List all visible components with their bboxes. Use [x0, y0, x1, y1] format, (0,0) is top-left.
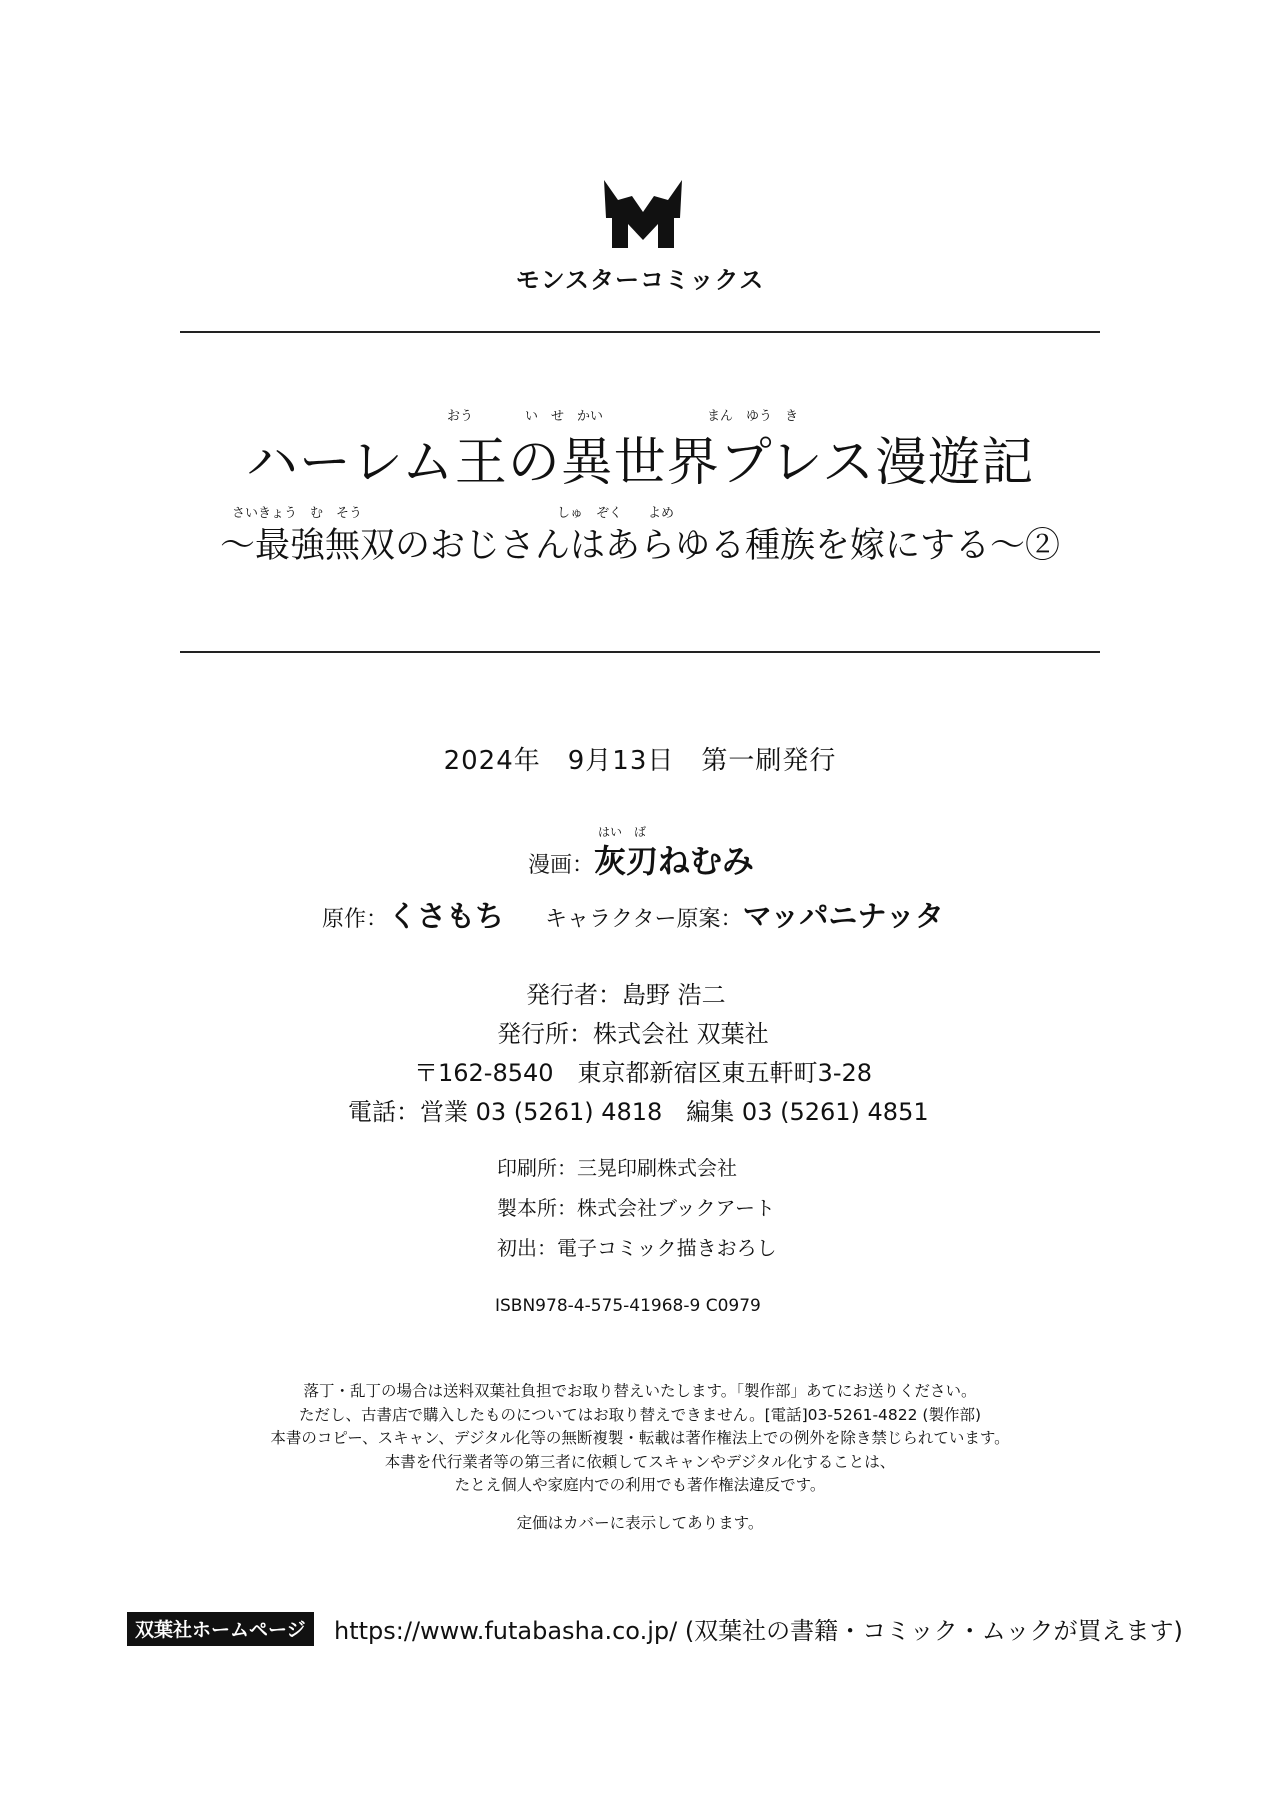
printer-line: 印刷所：三晃印刷株式会社 [497, 1156, 737, 1180]
character-designer-name: マッパニナッタ [742, 899, 944, 933]
phone-line: 電話：営業 03 (5261) 4818 編集 03 (5261) 4851 [348, 1098, 929, 1126]
issuer-line: 発行者：島野 浩二 [526, 981, 726, 1009]
price-note: 定価はカバーに表示してあります。 [516, 1514, 764, 1532]
first-appearance-line: 初出：電子コミック描きおろし [497, 1236, 777, 1260]
notice-line: 落丁・乱丁の場合は送料双葉社負担でお取り替えいたします。「製作部」あてにお送りください。 [303, 1382, 977, 1400]
original-credit [322, 894, 504, 935]
title-ruby: おう い せ かい まん ゆう き [447, 409, 799, 424]
notice-line: 本書のコピー、スキャン、デジタル化等の無断複製・転載は著作権法上での例外を除き禁じられています。 [270, 1429, 1010, 1447]
subtitle-ruby: さいきょう む そう しゅ ぞく よめ [232, 506, 675, 521]
issue-date: 2024年 9月13日 第一刷発行 [443, 746, 837, 776]
legal-notice [0, 1380, 1280, 1498]
book-title: ハーレム王の異世界プレス漫遊記 [245, 433, 1035, 493]
homepage-url[interactable]: https://www.futabasha.co.jp/ (双葉社の書籍・コミック・ムックが買えます) [334, 1617, 1183, 1645]
manga-credit [528, 836, 754, 882]
book-subtitle: 〜最強無双のおじさんはあらゆる種族を嫁にする〜② [219, 526, 1060, 566]
publisher-line: 発行所：株式会社 双葉社 [497, 1020, 769, 1048]
homepage-badge: 双葉社ホームページ [127, 1612, 314, 1646]
isbn: ISBN978-4-575-41968-9 C0979 [495, 1296, 761, 1316]
address-line: 〒162-8540 東京都新宿区東五軒町3-28 [414, 1059, 873, 1087]
notice-line: たとえ個人や家庭内での利用でも著作権法違反です。 [454, 1476, 826, 1494]
character-label: キャラクター原案： [545, 907, 743, 932]
notice-line: 本書を代行業者等の第三者に依頼してスキャンやデジタル化することは、 [384, 1452, 896, 1471]
manga-artist-ruby: はい ば [598, 825, 647, 839]
bottom-divider [180, 651, 1100, 653]
original-author-name: くさもち [388, 899, 505, 933]
monster-comics-logo-icon [600, 178, 686, 250]
top-divider [180, 331, 1100, 333]
notice-line: ただし、古書店で購入したものについてはお取り替えできません。[電話]03-5261-4822 (製作部) [298, 1405, 982, 1424]
original-label: 原作： [322, 907, 389, 932]
character-credit [545, 894, 944, 935]
publisher-logo-text: モンスターコミックス [515, 266, 765, 294]
manga-artist-name: 灰刃ねむみ [594, 842, 755, 880]
manga-label: 漫画： [528, 853, 595, 878]
binder-line: 製本所：株式会社ブックアート [497, 1196, 775, 1220]
